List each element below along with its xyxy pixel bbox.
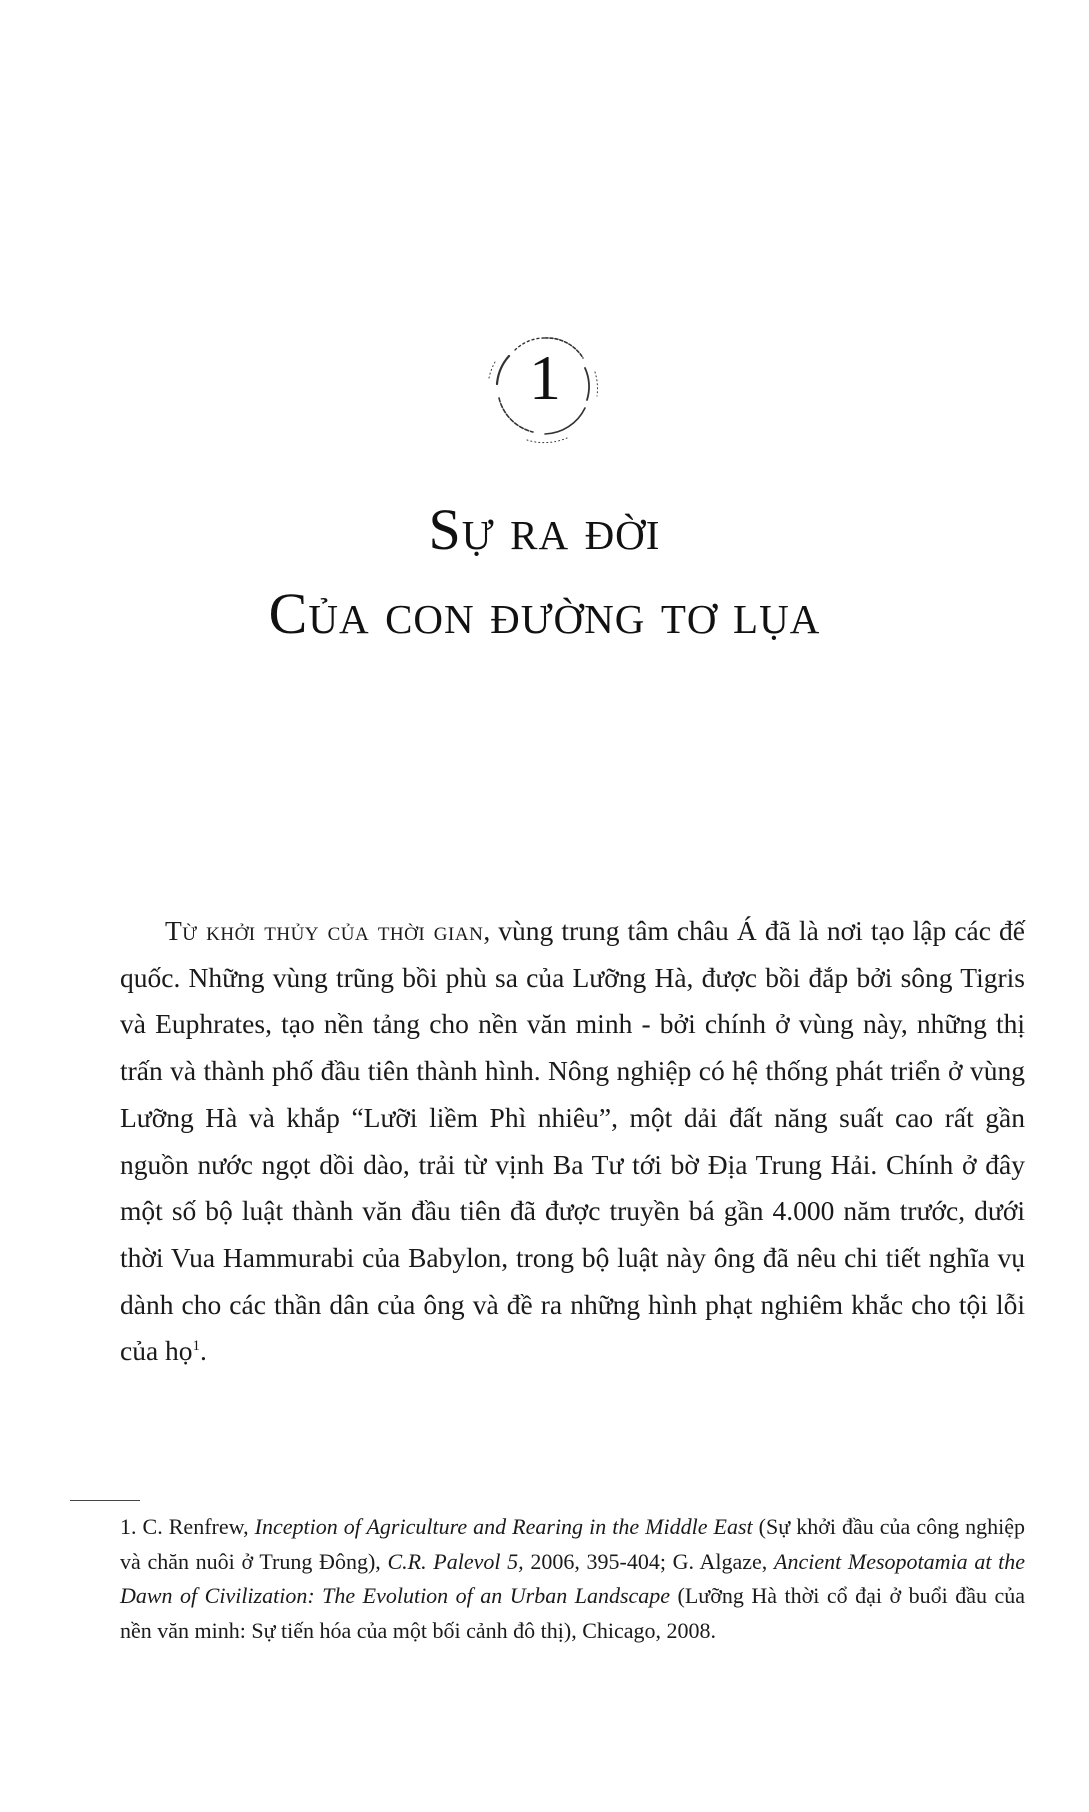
chapter-title-line-1: Sự ra đời (428, 497, 661, 562)
footnote-separator (70, 1500, 140, 1501)
lead-in-small-caps: Từ khởi thủy của thời gian (165, 915, 484, 946)
footnote (120, 1510, 1025, 1648)
footnote-title-2: Ancient Mesopotamia at the Dawn of Civilization: The Evolution of an Urban Landscape (120, 1548, 1026, 1608)
chapter-number: 1 (529, 342, 561, 413)
body-paragraph (120, 908, 1025, 1375)
body-end-punctuation: . (200, 1335, 207, 1367)
footnote-title-1: Inception of Agriculture and Rearing in the Middle East (254, 1514, 753, 1539)
footnote-reference: 1 (192, 1338, 201, 1355)
footnote-author-1: C. Renfrew, (142, 1514, 249, 1539)
chapter-title-line-2: Của con đường tơ lụa (268, 581, 821, 646)
chapter-title (0, 488, 1089, 656)
footnote-publication-2: Chicago, 2008. (582, 1617, 717, 1643)
footnote-translation-1: (Sự khởi đầu của công nghiệp và chăn nuôi ở Trung Đông), (120, 1514, 1026, 1574)
footnote-marker: 1. (120, 1514, 137, 1539)
footnote-publication-1: 2006, 395-404; G. Algaze, (530, 1548, 768, 1574)
footnote-translation-2: (Lưỡng Hà thời cổ đại ở buổi đầu của nền văn minh: Sự tiến hóa của một bối cảnh đô thị), (120, 1583, 1026, 1643)
footnote-journal: C.R. Palevol 5, (387, 1548, 524, 1574)
chapter-ornament (475, 322, 615, 447)
body-text: , vùng trung tâm châu Á đã là nơi tạo lập các đế quốc. Những vùng trũng bồi phù sa của Lưỡng Hà, được bồi đắp bởi sông Tigris và Euphrates, tạo nền tảng cho nền văn minh - bởi chính ở vùng này, những thị trấn và thành phố đầu tiên thành hình. Nông nghiệp có hệ thống phát triển ở vùng Lưỡng Hà và khắp “Lưỡi liềm Phì nhiêu”, một dải đất năng suất cao rất gần nguồn nước ngọt dồi dào, trải từ vịnh Ba Tư tới bờ Địa Trung Hải. Chính ở đây một số bộ luật thành văn đầu tiên đã được truyền bá gần 4.000 năm trước, dưới thời Vua Hammurabi của Babylon, trong bộ luật này ông đã nêu chi tiết nghĩa vụ dành cho các thần dân của ông và đề ra những hình phạt nghiêm khắc cho tội lỗi của họ (120, 915, 1025, 1367)
